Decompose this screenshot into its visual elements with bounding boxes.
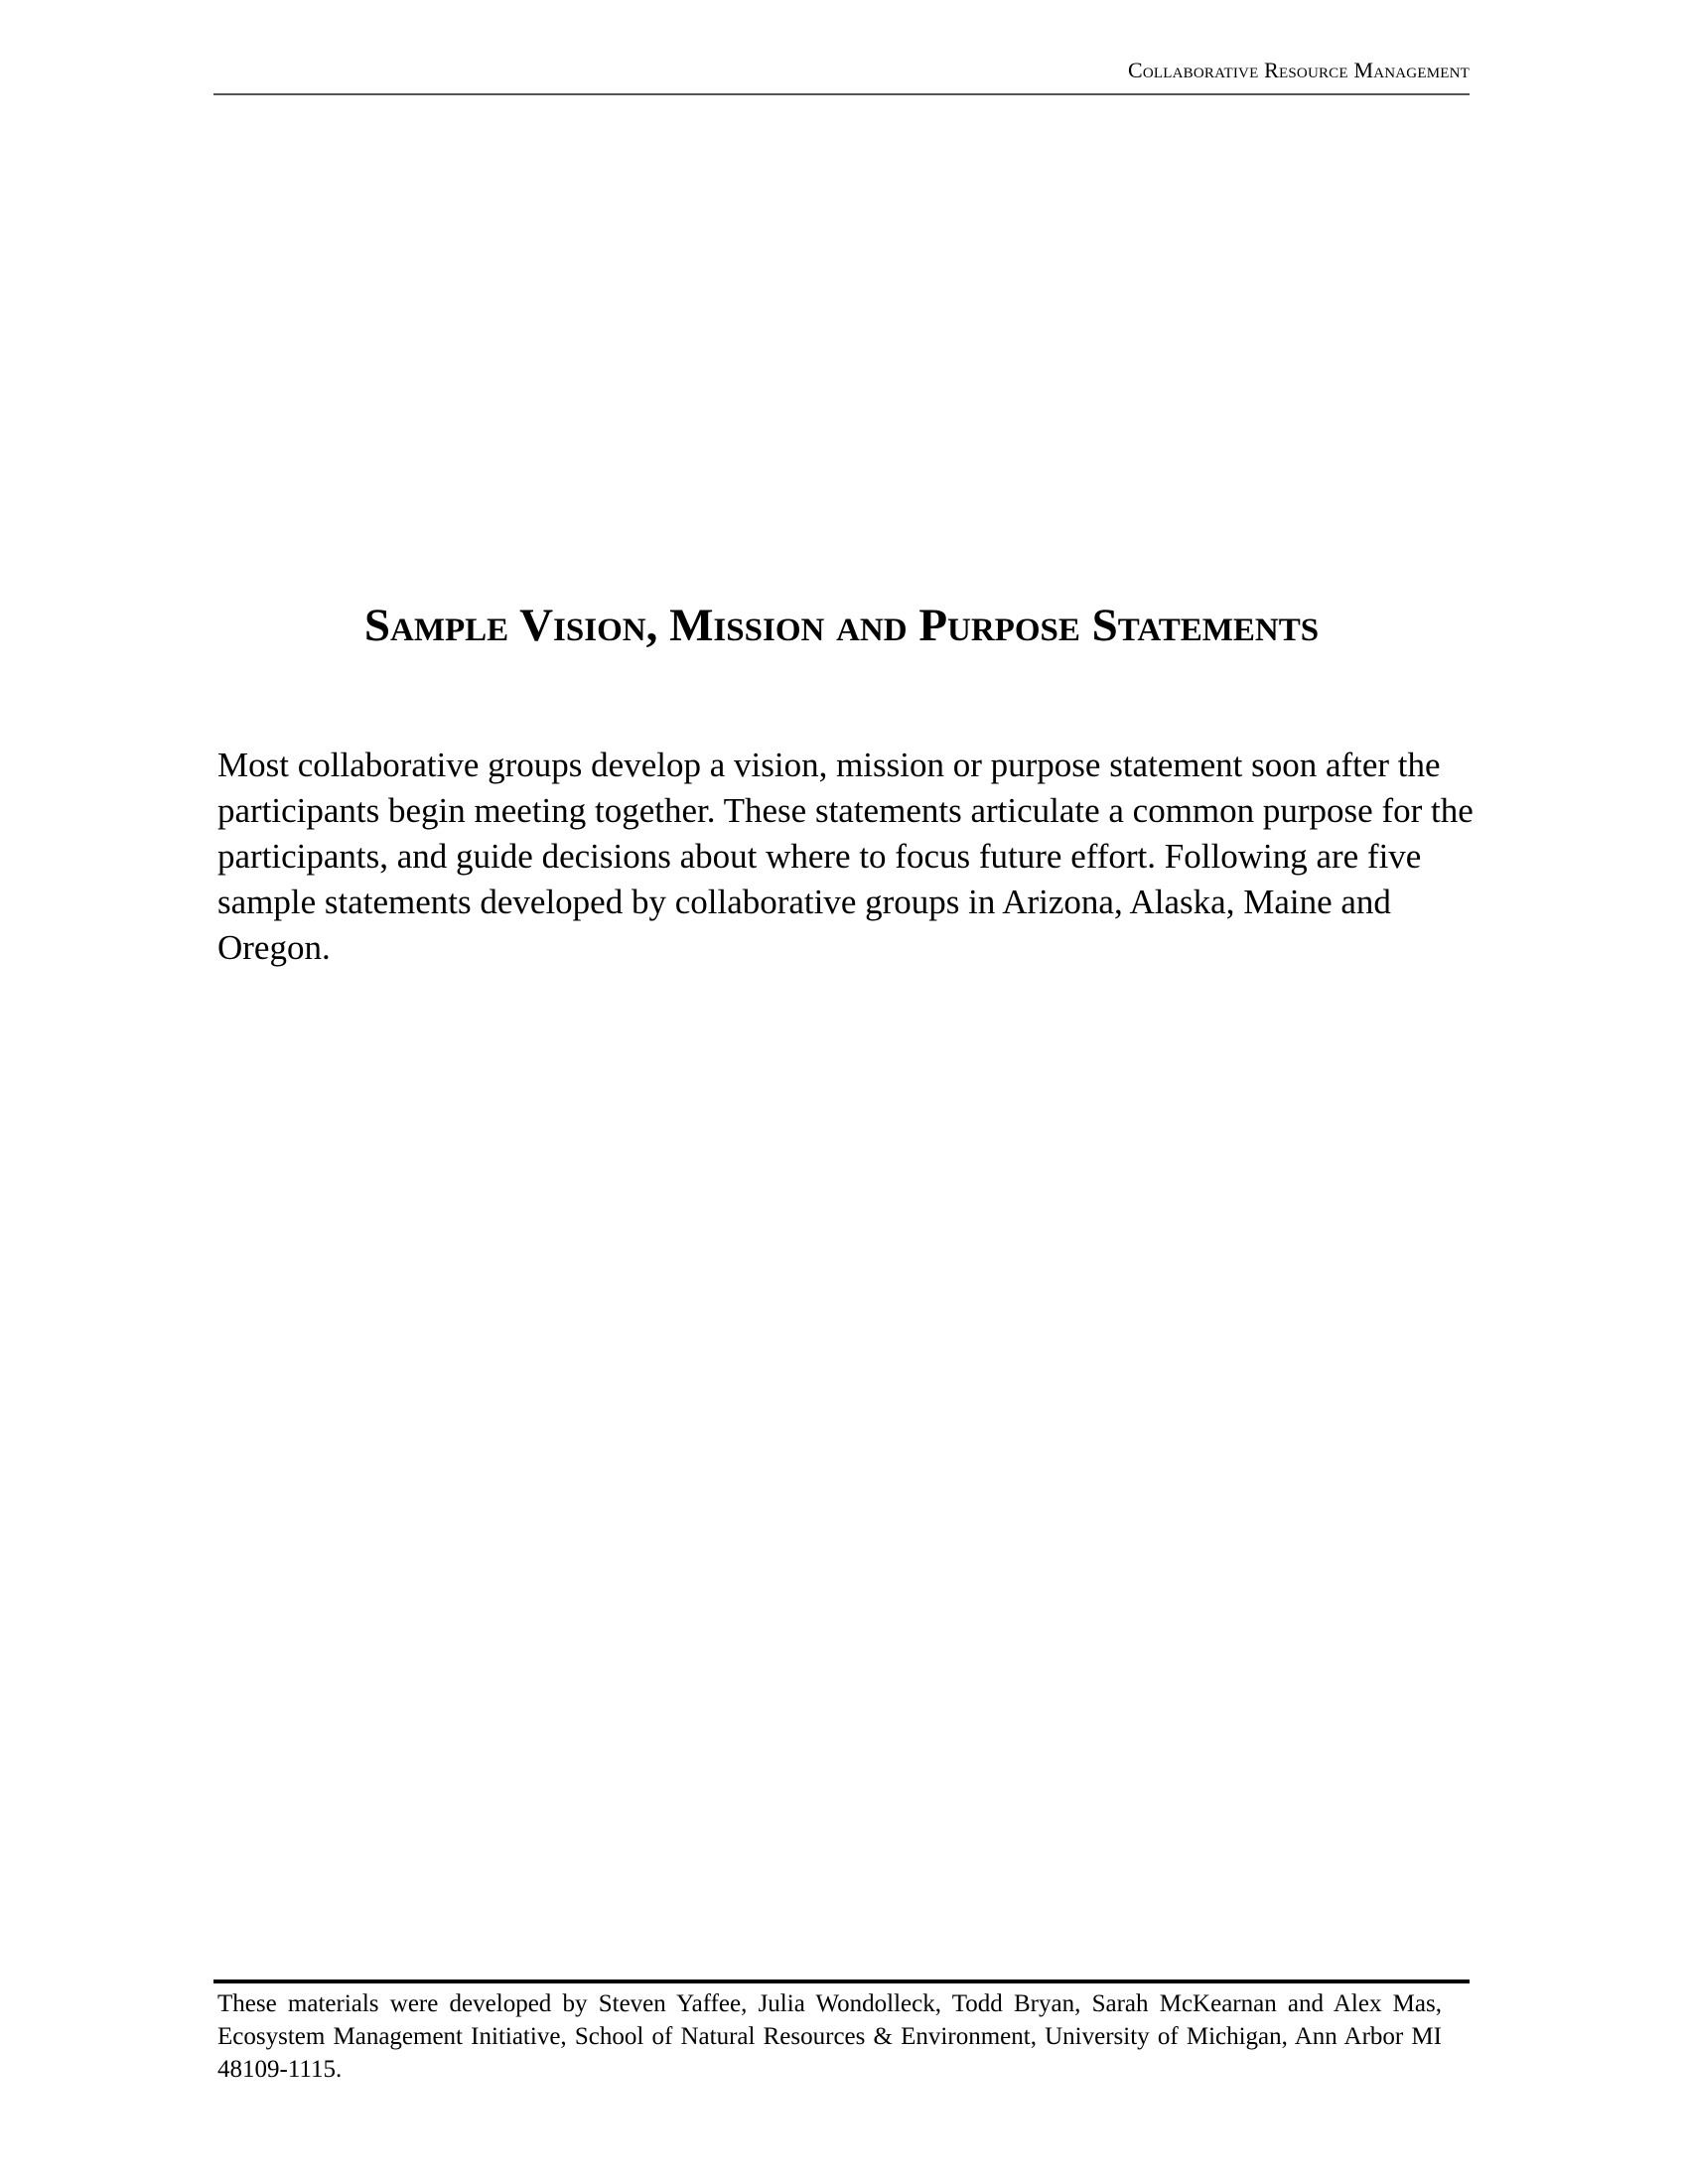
footer-divider <box>213 1979 1470 1983</box>
intro-paragraph: Most collaborative groups develop a vision, mission or purpose statement soon after the participants begin meeting together. These statements articulate a common purpose for the participants, and guide decisions about where to focus future effort. Following are five sample statements developed by collaborative groups in Arizona, Alaska, Maine and Oregon. <box>217 746 1474 967</box>
footer-credits: These materials were developed by Steven Yaffee, Julia Wondolleck, Todd Bryan, Sarah McKearnan and Alex Mas, Ecosystem Management Initiative, School of Natural Resources & Environment, University of Michigan, Ann Arbor MI 48109-1115. <box>217 1990 1442 2083</box>
running-header: Collaborative Resource Management <box>1128 58 1470 82</box>
header-divider <box>213 93 1470 95</box>
page-title: Sample Vision, Mission and Purpose Statements <box>363 600 1320 651</box>
